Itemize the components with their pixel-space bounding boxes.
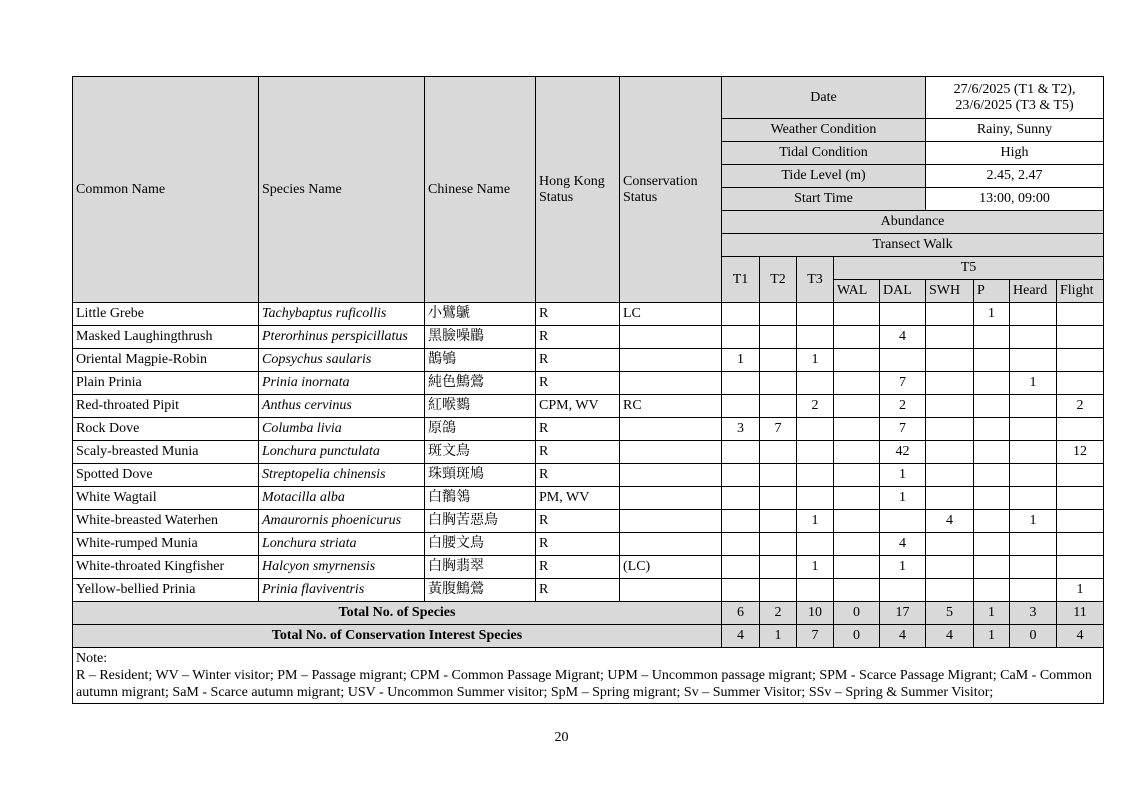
count-wal: [834, 579, 880, 602]
count-dal: [880, 349, 926, 372]
species-hk-status: R: [536, 556, 620, 579]
species-conservation-status: [620, 533, 722, 556]
header-tidal-label: Tidal Condition: [722, 142, 926, 165]
count-heard: [1010, 326, 1057, 349]
count-heard: [1010, 349, 1057, 372]
species-scientific-name: Streptopelia chinensis: [259, 464, 425, 487]
species-chinese-name: 紅喉鷚: [425, 395, 536, 418]
count-t3: [797, 326, 834, 349]
count-swh: 4: [926, 510, 974, 533]
count-heard: [1010, 579, 1057, 602]
species-chinese-name: 白鶺鴒: [425, 487, 536, 510]
count-heard: [1010, 303, 1057, 326]
count-t2: [760, 510, 797, 533]
species-hk-status: R: [536, 510, 620, 533]
species-scientific-name: Prinia inornata: [259, 372, 425, 395]
header-heard: Heard: [1010, 280, 1057, 303]
species-scientific-name: Prinia flaviventris: [259, 579, 425, 602]
species-conservation-status: [620, 510, 722, 533]
species-scientific-name: Columba livia: [259, 418, 425, 441]
count-wal: [834, 556, 880, 579]
count-dal: 1: [880, 487, 926, 510]
species-scientific-name: Amaurornis phoenicurus: [259, 510, 425, 533]
species-scientific-name: Anthus cervinus: [259, 395, 425, 418]
species-chinese-name: 黃腹鷦鶯: [425, 579, 536, 602]
count-flight: [1057, 372, 1104, 395]
count-t3: 1: [797, 349, 834, 372]
header-transect-walk: Transect Walk: [722, 234, 1104, 257]
count-heard: 1: [1010, 510, 1057, 533]
header-t5: T5: [834, 257, 1104, 280]
count-p: [974, 556, 1010, 579]
count-wal: [834, 464, 880, 487]
count-p: [974, 418, 1010, 441]
count-t2: [760, 303, 797, 326]
species-chinese-name: 白胸翡翠: [425, 556, 536, 579]
header-dal: DAL: [880, 280, 926, 303]
count-dal: [880, 579, 926, 602]
note-text: R – Resident; WV – Winter visitor; PM – Passage migrant; CPM - Common Passage Migrant; UPM – Uncommon passage migrant; SPM - Scarce Passage Migrant; CaM - Common autumn migrant; SaM - Scarce autumn migrant; USV - Uncommon Summer visitor; SpM – Spring migrant; Sv – Summer Visitor; SSv – Spring & Summer Visitor;: [76, 668, 1092, 700]
note-cell: [73, 648, 1104, 704]
count-dal: [880, 510, 926, 533]
count-p: 1: [974, 303, 1010, 326]
count-t1: [722, 441, 760, 464]
species-chinese-name: 小鷿鷈: [425, 303, 536, 326]
count-swh: [926, 487, 974, 510]
species-conservation-status: [620, 418, 722, 441]
species-chinese-name: 白腰文鳥: [425, 533, 536, 556]
count-t3: 1: [797, 510, 834, 533]
species-hk-status: R: [536, 579, 620, 602]
header-weather-value: Rainy, Sunny: [926, 119, 1104, 142]
count-heard: [1010, 441, 1057, 464]
count-dal: 4: [880, 326, 926, 349]
count-t1: [722, 533, 760, 556]
count-t1: [722, 579, 760, 602]
count-wal: [834, 510, 880, 533]
count-t3: [797, 441, 834, 464]
page-number: 20: [554, 730, 569, 745]
count-swh: [926, 441, 974, 464]
count-t2: 7: [760, 418, 797, 441]
count-flight: [1057, 418, 1104, 441]
total-dal: 4: [880, 625, 926, 648]
count-dal: [880, 303, 926, 326]
species-conservation-status: [620, 372, 722, 395]
table-row: [73, 418, 1104, 441]
count-wal: [834, 395, 880, 418]
species-hk-status: R: [536, 418, 620, 441]
count-heard: [1010, 533, 1057, 556]
count-p: [974, 349, 1010, 372]
species-abundance-table: [72, 76, 1104, 704]
count-t1: [722, 464, 760, 487]
count-dal: 1: [880, 464, 926, 487]
count-t3: [797, 418, 834, 441]
count-t1: [722, 487, 760, 510]
species-conservation-status: [620, 441, 722, 464]
count-p: [974, 441, 1010, 464]
count-heard: [1010, 395, 1057, 418]
count-t1: [722, 556, 760, 579]
total-flight: 11: [1057, 602, 1104, 625]
note-row: [73, 648, 1104, 704]
count-p: [974, 579, 1010, 602]
count-p: [974, 326, 1010, 349]
count-flight: 2: [1057, 395, 1104, 418]
count-swh: [926, 349, 974, 372]
count-t2: [760, 326, 797, 349]
count-t2: [760, 441, 797, 464]
header-tidal-value: High: [926, 142, 1104, 165]
header-p: P: [974, 280, 1010, 303]
count-t2: [760, 464, 797, 487]
species-common-name: Scaly-breasted Munia: [73, 441, 259, 464]
count-wal: [834, 303, 880, 326]
count-wal: [834, 349, 880, 372]
total-t1: 4: [722, 625, 760, 648]
species-scientific-name: Motacilla alba: [259, 487, 425, 510]
count-flight: [1057, 349, 1104, 372]
count-p: [974, 464, 1010, 487]
table-row: [73, 395, 1104, 418]
count-t2: [760, 533, 797, 556]
species-conservation-status: [620, 487, 722, 510]
count-swh: [926, 556, 974, 579]
species-scientific-name: Lonchura punctulata: [259, 441, 425, 464]
count-t2: [760, 395, 797, 418]
species-common-name: Oriental Magpie-Robin: [73, 349, 259, 372]
species-conservation-status: LC: [620, 303, 722, 326]
species-scientific-name: Halcyon smyrnensis: [259, 556, 425, 579]
count-flight: [1057, 303, 1104, 326]
count-t3: [797, 533, 834, 556]
count-t2: [760, 556, 797, 579]
count-swh: [926, 326, 974, 349]
species-common-name: Masked Laughingthrush: [73, 326, 259, 349]
count-t1: [722, 326, 760, 349]
species-chinese-name: 白胸苦惡鳥: [425, 510, 536, 533]
species-conservation-status: (LC): [620, 556, 722, 579]
table-row: [73, 303, 1104, 326]
header-species-name: Species Name: [259, 77, 425, 303]
species-hk-status: R: [536, 441, 620, 464]
count-t2: [760, 579, 797, 602]
species-hk-status: CPM, WV: [536, 395, 620, 418]
species-common-name: White-rumped Munia: [73, 533, 259, 556]
count-t1: [722, 510, 760, 533]
header-start-time-value: 13:00, 09:00: [926, 188, 1104, 211]
header-t1: T1: [722, 257, 760, 303]
count-swh: [926, 395, 974, 418]
header-flight: Flight: [1057, 280, 1104, 303]
count-swh: [926, 372, 974, 395]
species-chinese-name: 黑臉噪鶥: [425, 326, 536, 349]
count-flight: [1057, 533, 1104, 556]
table-row: [73, 533, 1104, 556]
count-swh: [926, 418, 974, 441]
count-swh: [926, 464, 974, 487]
count-dal: 7: [880, 372, 926, 395]
species-hk-status: R: [536, 464, 620, 487]
species-hk-status: R: [536, 303, 620, 326]
count-t3: [797, 487, 834, 510]
totals-row: [73, 625, 1104, 648]
count-t3: [797, 372, 834, 395]
count-t2: [760, 487, 797, 510]
species-hk-status: R: [536, 533, 620, 556]
total-wal: 0: [834, 602, 880, 625]
species-common-name: Spotted Dove: [73, 464, 259, 487]
count-wal: [834, 326, 880, 349]
count-t1: 1: [722, 349, 760, 372]
header-start-time-label: Start Time: [722, 188, 926, 211]
count-wal: [834, 418, 880, 441]
species-chinese-name: 珠頸斑鳩: [425, 464, 536, 487]
count-swh: [926, 579, 974, 602]
table-row: [73, 487, 1104, 510]
count-flight: [1057, 464, 1104, 487]
date-value-line-2: 23/6/2025 (T3 & T5): [955, 97, 1074, 113]
count-wal: [834, 533, 880, 556]
species-common-name: White-breasted Waterhen: [73, 510, 259, 533]
table-row: [73, 464, 1104, 487]
count-heard: [1010, 556, 1057, 579]
table-row: [73, 579, 1104, 602]
count-dal: 42: [880, 441, 926, 464]
header-abundance: Abundance: [722, 211, 1104, 234]
count-t2: [760, 372, 797, 395]
total-swh: 5: [926, 602, 974, 625]
species-chinese-name: 鵲鴝: [425, 349, 536, 372]
species-common-name: Red-throated Pipit: [73, 395, 259, 418]
count-t3: 2: [797, 395, 834, 418]
date-value-line-1: 27/6/2025 (T1 & T2),: [953, 81, 1076, 97]
count-p: [974, 487, 1010, 510]
species-conservation-status: [620, 579, 722, 602]
species-chinese-name: 純色鷦鶯: [425, 372, 536, 395]
species-common-name: Rock Dove: [73, 418, 259, 441]
total-heard: 0: [1010, 625, 1057, 648]
count-swh: [926, 303, 974, 326]
total-heard: 3: [1010, 602, 1057, 625]
count-flight: 12: [1057, 441, 1104, 464]
header-t3: T3: [797, 257, 834, 303]
count-t1: [722, 303, 760, 326]
count-t2: [760, 349, 797, 372]
header-conservation-status: Conservation Status: [620, 77, 722, 303]
header-swh: SWH: [926, 280, 974, 303]
species-hk-status: PM, WV: [536, 487, 620, 510]
count-heard: [1010, 487, 1057, 510]
table-row: [73, 510, 1104, 533]
count-flight: [1057, 326, 1104, 349]
count-p: [974, 372, 1010, 395]
species-common-name: Plain Prinia: [73, 372, 259, 395]
species-common-name: Little Grebe: [73, 303, 259, 326]
species-scientific-name: Lonchura striata: [259, 533, 425, 556]
header-date-value: [926, 77, 1104, 119]
count-swh: [926, 533, 974, 556]
species-conservation-status: [620, 464, 722, 487]
species-scientific-name: Pterorhinus perspicillatus: [259, 326, 425, 349]
count-heard: [1010, 418, 1057, 441]
table-row: [73, 556, 1104, 579]
header-common-name: Common Name: [73, 77, 259, 303]
species-conservation-status: RC: [620, 395, 722, 418]
count-wal: [834, 372, 880, 395]
count-t3: [797, 464, 834, 487]
header-chinese-name: Chinese Name: [425, 77, 536, 303]
total-p: 1: [974, 625, 1010, 648]
header-tide-level-label: Tide Level (m): [722, 165, 926, 188]
count-t3: [797, 303, 834, 326]
count-p: [974, 510, 1010, 533]
species-chinese-name: 原鴿: [425, 418, 536, 441]
total-t3: 7: [797, 625, 834, 648]
count-t3: 1: [797, 556, 834, 579]
table-row: [73, 441, 1104, 464]
count-wal: [834, 441, 880, 464]
species-scientific-name: Tachybaptus ruficollis: [259, 303, 425, 326]
header-t2: T2: [760, 257, 797, 303]
count-heard: [1010, 464, 1057, 487]
total-t2: 1: [760, 625, 797, 648]
note-title: Note:: [76, 651, 108, 666]
total-p: 1: [974, 602, 1010, 625]
count-wal: [834, 487, 880, 510]
total-t3: 10: [797, 602, 834, 625]
table-row: [73, 349, 1104, 372]
header-wal: WAL: [834, 280, 880, 303]
total-flight: 4: [1057, 625, 1104, 648]
count-p: [974, 533, 1010, 556]
table-row: [73, 372, 1104, 395]
count-dal: 2: [880, 395, 926, 418]
count-flight: [1057, 556, 1104, 579]
count-flight: [1057, 510, 1104, 533]
species-hk-status: R: [536, 326, 620, 349]
count-flight: [1057, 487, 1104, 510]
header-weather-label: Weather Condition: [722, 119, 926, 142]
totals-label: Total No. of Species: [73, 602, 722, 625]
header-tide-level-value: 2.45, 2.47: [926, 165, 1104, 188]
count-flight: 1: [1057, 579, 1104, 602]
species-scientific-name: Copsychus saularis: [259, 349, 425, 372]
header-date-label: Date: [722, 77, 926, 119]
total-t1: 6: [722, 602, 760, 625]
totals-label: Total No. of Conservation Interest Species: [73, 625, 722, 648]
total-t2: 2: [760, 602, 797, 625]
species-common-name: White-throated Kingfisher: [73, 556, 259, 579]
species-conservation-status: [620, 349, 722, 372]
header-hk-status: Hong Kong Status: [536, 77, 620, 303]
total-wal: 0: [834, 625, 880, 648]
total-dal: 17: [880, 602, 926, 625]
count-t1: 3: [722, 418, 760, 441]
count-t3: [797, 579, 834, 602]
count-t1: [722, 372, 760, 395]
count-p: [974, 395, 1010, 418]
count-dal: 7: [880, 418, 926, 441]
count-dal: 1: [880, 556, 926, 579]
species-common-name: White Wagtail: [73, 487, 259, 510]
totals-row: [73, 602, 1104, 625]
species-common-name: Yellow-bellied Prinia: [73, 579, 259, 602]
total-swh: 4: [926, 625, 974, 648]
species-chinese-name: 斑文鳥: [425, 441, 536, 464]
species-hk-status: R: [536, 372, 620, 395]
species-hk-status: R: [536, 349, 620, 372]
table-row: [73, 326, 1104, 349]
count-dal: 4: [880, 533, 926, 556]
count-t1: [722, 395, 760, 418]
species-conservation-status: [620, 326, 722, 349]
count-heard: 1: [1010, 372, 1057, 395]
